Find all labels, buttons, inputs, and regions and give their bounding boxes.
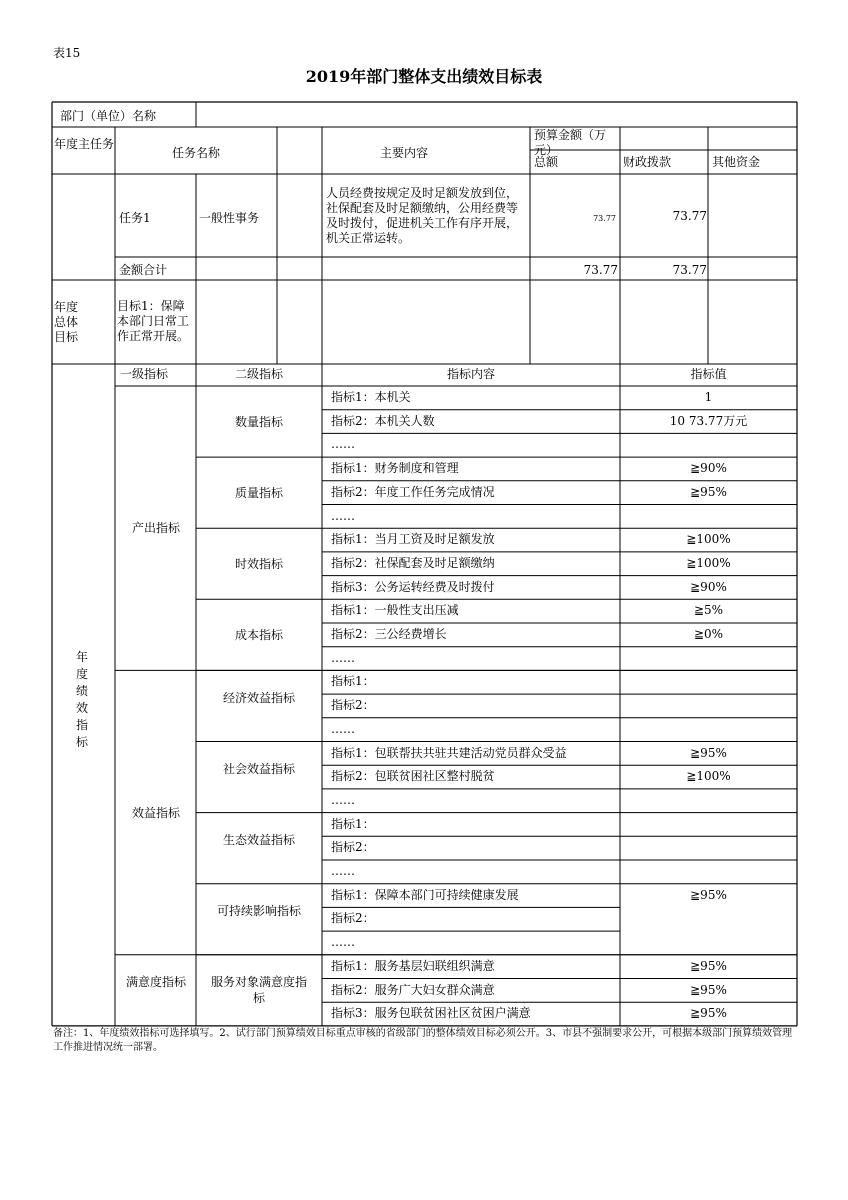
indicator-content: 指标1：当月工资及时足额发放	[331, 532, 495, 547]
indicator-value: ≧95%	[690, 887, 727, 902]
indicator-value: ≧95%	[690, 958, 727, 973]
sum-label: 金额合计	[119, 263, 168, 277]
task-name: 一般性事务	[199, 211, 260, 225]
task-fiscal: 73.77	[672, 209, 707, 223]
level1-header: 一级指标	[120, 367, 169, 381]
fiscal-header: 财政拨款	[623, 155, 672, 169]
level2-indicator: 生态效益指标	[222, 833, 295, 848]
indicator-content: 指标1：本机关	[331, 390, 411, 404]
indicator-content: 指标2：服务广大妇女群众满意	[331, 982, 495, 997]
level2-indicator: 质量指标	[234, 485, 283, 500]
sheet-label: 表15	[53, 46, 81, 60]
indicator-content: 指标1：财务制度和管理	[331, 461, 459, 476]
indicator-content: 指标2：年度工作任务完成情况	[331, 484, 495, 499]
level1-indicator: 满意度指标	[126, 975, 187, 990]
indicator-value: ≧95%	[690, 484, 727, 499]
task-total: 73.77	[593, 214, 616, 223]
budget-header: 预算金额（万元）	[534, 128, 607, 157]
indicator-content: 指标2：	[331, 911, 375, 926]
indicator-value: 10 73.77万元	[669, 413, 748, 428]
indicator-value: ≧90%	[690, 461, 727, 476]
indicator-value: ≧100%	[686, 555, 731, 570]
indicator-value: ≧100%	[686, 532, 731, 547]
indicator-content: 指标1：保障本部门可持续健康发展	[331, 887, 519, 902]
document-title: 2019年部门整体支出绩效目标表	[305, 67, 543, 86]
indicator-content: ……	[331, 650, 355, 665]
indicator-value: 1	[704, 390, 713, 404]
level2-indicator: 服务对象满意度指标	[210, 975, 307, 1006]
indicator-value: ≧95%	[690, 745, 727, 760]
footnote: 备注：1、年度绩效指标可选择填写。2、试行部门预算绩效目标重点审核的省级部门的整体绩效目标必须公开。3、市县不强制要求公开，可根据本级部门预算绩效管理工作推进情况统一部署。	[53, 1028, 793, 1053]
indicator-content: 指标1：	[331, 674, 375, 689]
indicator-content: 指标2：本机关人数	[331, 413, 435, 428]
indicator-content: 指标3：公务运转经费及时拨付	[331, 579, 495, 594]
task-content: 人员经费按规定及时足额发放到位，社保配套及时足额缴纳，公用经费等及时拨付，促进机关工作有序开展，机关正常运转。	[326, 186, 519, 245]
indicator-content: 指标2：	[331, 698, 375, 713]
annual-task-header: 年度主任务	[53, 137, 114, 151]
indicator-content: ……	[331, 792, 355, 807]
other-header: 其他资金	[712, 155, 761, 169]
dept-name-label: 部门（单位）名称	[60, 109, 157, 123]
indicator-value: ≧0%	[693, 627, 724, 641]
indicator-content: ……	[331, 864, 355, 878]
indicator-content: 指标1：包联帮扶共驻共建活动党员群众受益	[331, 745, 567, 760]
total-header: 总额	[534, 155, 559, 169]
level2-indicator: 经济效益指标	[222, 690, 295, 705]
main-content-header: 主要内容	[379, 146, 428, 160]
level2-indicator: 数量指标	[234, 414, 283, 429]
indicator-value-header: 指标值	[690, 367, 727, 381]
level1-indicator: 产出指标	[131, 521, 180, 536]
level1-indicator: 效益指标	[131, 805, 180, 820]
indicator-value: ≧100%	[686, 769, 731, 784]
indicator-content: 指标2：	[331, 840, 375, 855]
indicator-content: ……	[331, 508, 355, 523]
level2-indicator: 成本指标	[234, 627, 283, 642]
indicator-content: 指标3：服务包联贫困社区贫困户满意	[331, 1006, 531, 1021]
indicator-content: 指标1：一般性支出压减	[331, 603, 459, 618]
level2-indicator: 社会效益指标	[222, 762, 295, 777]
indicator-content: 指标2：三公经费增长	[331, 627, 447, 641]
indicator-content: ……	[331, 437, 355, 452]
indicator-content: ……	[331, 935, 355, 950]
task-id: 任务1	[119, 211, 151, 225]
indicator-content: ……	[331, 721, 355, 736]
indicator-value: ≧5%	[693, 603, 724, 618]
sum-fiscal: 73.77	[672, 263, 707, 277]
sum-total: 73.77	[583, 263, 618, 277]
indicator-value: ≧90%	[690, 579, 727, 594]
task-name-header: 任务名称	[171, 146, 220, 160]
indicator-content-header: 指标内容	[446, 367, 495, 381]
indicator-content: 指标2：社保配套及时足额缴纳	[331, 555, 495, 570]
indicator-content: 指标2：包联贫困社区整村脱贫	[331, 769, 495, 784]
level2-indicator: 时效指标	[234, 556, 283, 571]
indicator-content: 指标1：服务基层妇联组织满意	[331, 958, 495, 973]
level2-header: 二级指标	[234, 367, 283, 381]
overall-goal-label: 年度总体目标	[54, 300, 79, 344]
overall-goal-text: 目标1：保障本部门日常工作正常开展。	[117, 299, 190, 343]
indicator-value: ≧95%	[690, 1006, 727, 1021]
level2-indicator: 可持续影响指标	[216, 904, 301, 919]
annual-performance-label: 年度绩效指标	[76, 650, 89, 749]
indicator-content: 指标1：	[331, 816, 375, 831]
indicator-value: ≧95%	[690, 982, 727, 997]
